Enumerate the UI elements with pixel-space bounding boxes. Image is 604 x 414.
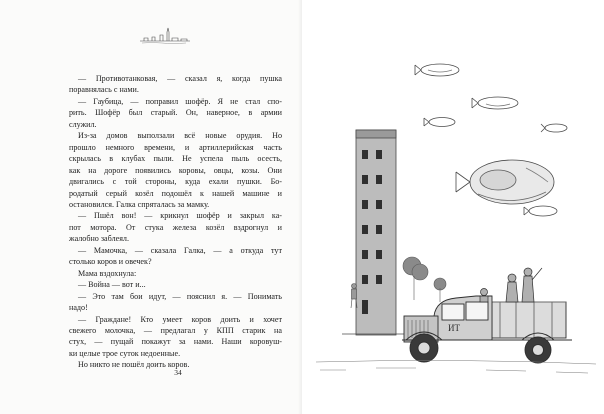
text-line: — Война — вот и... [78,280,146,290]
text-line: двигались с той стороны, куда ехали пушки. Бо- [69,177,282,187]
truck [402,296,572,363]
text-line: Из-за домов выползали всё новые орудия. Но [78,131,282,141]
text-line: — Противотанковая, — сказал я, когда пушка [78,74,282,83]
illustration-truck-and-balloons [316,40,596,380]
text-line: прошло немного времени, и артиллерийская часть [69,142,282,152]
text-line: скрылась в клубах пыли. Не успела пыль осесть, [69,154,282,164]
text-line: рить. Шофёр был старый. Он, наверное, в армии [69,108,282,118]
balloon-4 [541,124,567,132]
balloon-6-large [456,160,554,204]
balloon-1 [415,64,459,76]
text-line: надо! [69,303,88,313]
balloon-2 [472,97,518,109]
page-number: 34 [174,368,182,377]
right-page [302,0,604,414]
text-line: как на дороге появились коровы, овцы, козы. Они [69,165,282,175]
text-line: Но никто не пошёл доить коров. [78,360,190,370]
barrage-balloons [415,64,567,216]
text-line: служил. [69,119,97,129]
text-line: остановился. Галка спряталась за мамку. [69,199,210,209]
text-line: — Граждане! Кто умеет коров доить и хочет [78,314,282,324]
text-line: — Гаубица, — поправил шофёр. Я не стал спо- [78,96,282,106]
road [316,360,596,373]
text-line: пот мотора. От стука железа козёл вздрогнул и [69,222,282,232]
chapter-text [69,73,282,371]
harbor-vignette [138,26,192,44]
text-line: родатый серый козёл подошёл к нашей машине и [69,188,282,198]
balloon-5 [524,206,557,216]
text-line: поравнялась с нами. [69,85,139,95]
text-line: ки целые трое суток недоенные. [69,348,181,358]
balloon-3 [424,118,455,127]
roadside-trees [403,257,446,302]
text-line: — Это там бои идут, — пояснил я. — Понимать [78,291,282,301]
text-line: — Мамочка, — сказала Галка, — а откуда тут [78,245,282,255]
apartment-building [342,130,412,335]
text-line: свежего молочка, — предлагал у КПП старик на [69,325,282,335]
text-line: — Пшёл вон! — крикнул шофёр и закрыл ка- [78,211,282,221]
text-line: столько коров и овечек? [69,257,152,267]
text-line: Мама вздохнула: [78,268,137,278]
text-line: жалобно заблеял. [69,234,129,244]
text-line: стух, — пущай покажут за нами. Наши коровуш- [69,337,282,347]
truck-plate: ИТ [448,323,460,333]
